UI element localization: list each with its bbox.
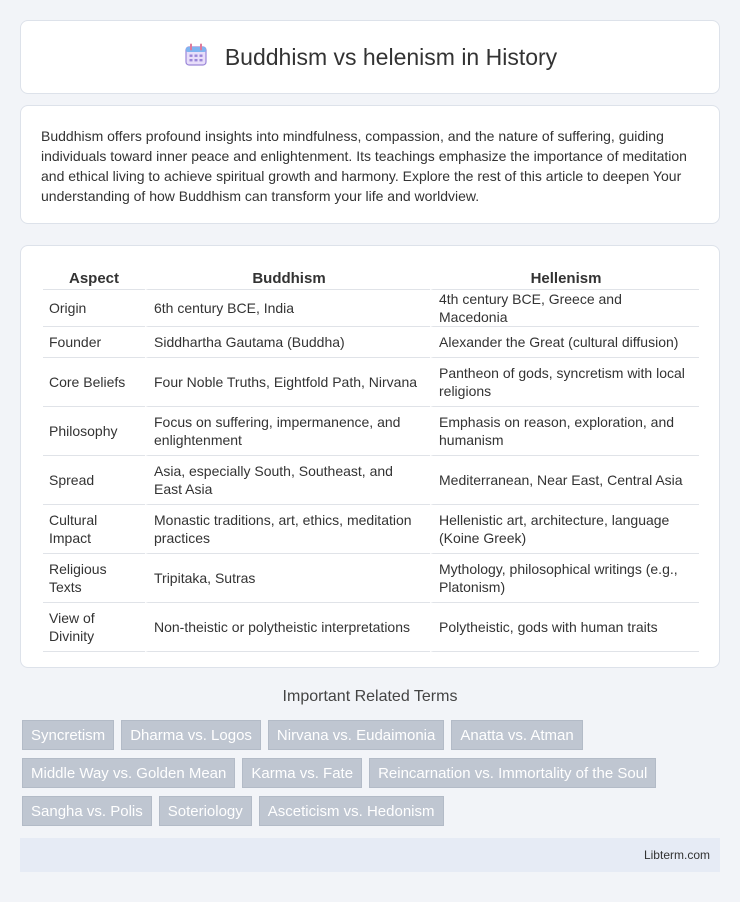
aspect-cell: Core Beliefs [43, 358, 145, 407]
comparison-table [43, 266, 699, 652]
table-row [43, 407, 699, 456]
column-header: Hellenism [430, 266, 699, 290]
column-header: Buddhism [145, 266, 430, 290]
hellenism-cell: Mediterranean, Near East, Central Asia [430, 456, 699, 505]
aspect-cell: Religious Texts [43, 554, 145, 603]
related-term-chip[interactable]: Anatta vs. Atman [451, 720, 582, 750]
header-card [20, 20, 720, 94]
intro-card [20, 105, 720, 224]
related-term-chip[interactable]: Asceticism vs. Hedonism [259, 796, 444, 826]
comparison-card [20, 245, 720, 668]
buddhism-cell: Tripitaka, Sutras [145, 554, 430, 603]
table-header-row [43, 266, 699, 290]
hellenism-cell: Pantheon of gods, syncretism with local religions [430, 358, 699, 407]
related-term-chip[interactable]: Karma vs. Fate [242, 758, 362, 788]
table-row [43, 327, 699, 358]
table-row [43, 554, 699, 603]
calendar-icon [183, 42, 209, 73]
hellenism-cell: Polytheistic, gods with human traits [430, 603, 699, 652]
related-terms-list [22, 720, 722, 826]
hellenism-cell: Emphasis on reason, exploration, and humanism [430, 407, 699, 456]
related-term-chip[interactable]: Syncretism [22, 720, 114, 750]
buddhism-cell: Focus on suffering, impermanence, and enlightenment [145, 407, 430, 456]
footer [20, 838, 720, 872]
footer-brand-link[interactable]: Libterm.com [643, 848, 710, 862]
aspect-cell: Spread [43, 456, 145, 505]
related-term-chip[interactable]: Dharma vs. Logos [121, 720, 261, 750]
related-term-chip[interactable]: Soteriology [159, 796, 252, 826]
aspect-cell: View of Divinity [43, 603, 145, 652]
header [183, 42, 557, 73]
buddhism-cell: Four Noble Truths, Eightfold Path, Nirvana [145, 358, 430, 407]
aspect-cell: Cultural Impact [43, 505, 145, 554]
related-term-chip[interactable]: Nirvana vs. Eudaimonia [268, 720, 444, 750]
aspect-cell: Philosophy [43, 407, 145, 456]
intro-paragraph: Buddhism offers profound insights into mindfulness, compassion, and the nature of suffering, guiding individuals toward inner peace and enlightenment. Its teachings emphasize the importance of meditation and ethical living to achieve spiritual growth and harmony. Explore the rest of this article to deepen Your understanding of how Buddhism can transform your life and worldview. [41, 128, 687, 204]
related-term-chip[interactable]: Reincarnation vs. Immortality of the Soul [369, 758, 656, 788]
hellenism-cell: Mythology, philosophical writings (e.g., Platonism) [430, 554, 699, 603]
related-term-chip[interactable]: Sangha vs. Polis [22, 796, 152, 826]
table-row [43, 358, 699, 407]
column-header: Aspect [43, 266, 145, 290]
related-terms-title: Important Related Terms [282, 688, 458, 705]
aspect-cell: Origin [43, 290, 145, 327]
related-term-chip[interactable]: Middle Way vs. Golden Mean [22, 758, 235, 788]
hellenism-cell: Hellenistic art, architecture, language (Koine Greek) [430, 505, 699, 554]
buddhism-cell: Monastic traditions, art, ethics, meditation practices [145, 505, 430, 554]
hellenism-cell: Alexander the Great (cultural diffusion) [430, 327, 699, 358]
buddhism-cell: Siddhartha Gautama (Buddha) [145, 327, 430, 358]
page-title: Buddhism vs helenism in History [224, 43, 558, 70]
hellenism-cell: 4th century BCE, Greece and Macedonia [430, 290, 699, 327]
table-row [43, 290, 699, 327]
buddhism-cell: Asia, especially South, Southeast, and East Asia [145, 456, 430, 505]
buddhism-cell: Non-theistic or polytheistic interpretations [145, 603, 430, 652]
table-row [43, 603, 699, 652]
table-row [43, 456, 699, 505]
table-row [43, 505, 699, 554]
aspect-cell: Founder [43, 327, 145, 358]
buddhism-cell: 6th century BCE, India [145, 290, 430, 327]
